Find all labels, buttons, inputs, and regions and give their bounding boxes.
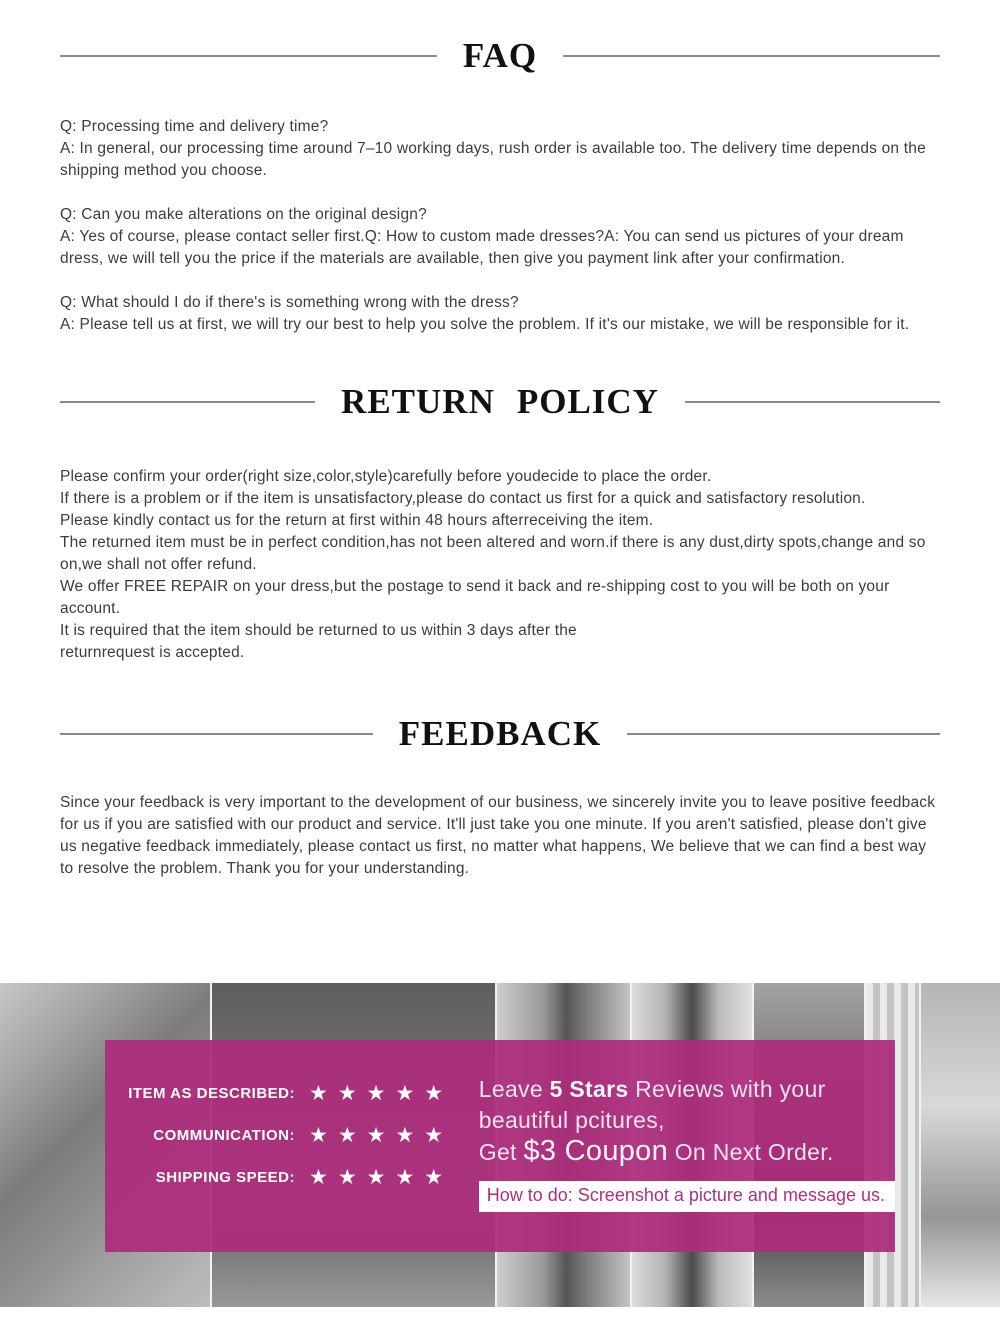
promo-line-1-pre: Leave — [478, 1076, 550, 1102]
policy-line: If there is a problem or if the item is unsatisfactory,please do contact us first for a quick and satisfactory resolution. — [60, 490, 866, 507]
return-policy-header — [60, 382, 940, 422]
faq-answer: A: Please tell us at first, we will try our best to help you solve the problem. If it's our mistake, we will be responsible for it. — [60, 316, 910, 333]
policy-line: We offer FREE REPAIR on your dress,but the postage to send it back and re-shipping cost to you will be both on your account. — [60, 578, 890, 617]
promo-line-3-post: On Next Order. — [668, 1139, 834, 1165]
promo-line-1-post: Reviews with your — [628, 1076, 826, 1102]
faq-question: Q: Processing time and delivery time? — [60, 118, 329, 135]
header-rule-left — [60, 55, 437, 57]
promo-line-3 — [479, 1136, 895, 1168]
promo-line-1-bold: 5 Stars — [549, 1076, 629, 1102]
rating-list — [105, 1040, 473, 1252]
feedback-header — [60, 714, 940, 754]
faq-body — [60, 116, 940, 336]
rating-row — [105, 1156, 473, 1198]
faq-question: Q: Can you make alterations on the original design? — [60, 206, 427, 223]
header-rule-right — [685, 401, 940, 403]
return-policy-body — [60, 466, 940, 664]
faq-section — [0, 0, 1000, 336]
promo-line-1 — [479, 1074, 895, 1105]
header-rule-left — [60, 733, 373, 735]
review-promo-banner — [0, 983, 1000, 1307]
promo-coupon-amount: $3 Coupon — [523, 1135, 669, 1167]
faq-item — [60, 292, 940, 336]
faq-header — [60, 0, 940, 76]
faq-answer: A: In general, our processing time around 7–10 working days, rush order is available too. The delivery time depends on the shipping method you choose. — [60, 140, 926, 179]
policy-line: It is required that the item should be returned to us within 3 days after the — [60, 622, 577, 639]
promo-overlay-box — [105, 1040, 895, 1252]
rating-label: ITEM AS DESCRIBED: — [128, 1084, 295, 1102]
promo-line-3-pre: Get — [478, 1139, 524, 1165]
rating-label: SHIPPING SPEED: — [155, 1168, 295, 1186]
feedback-text: Since your feedback is very important to the development of our business, we sincerely invite you to leave positive feedback for us if you are satisfied with our product and service. It'll just take you one minute. If you aren't satisfied, please don't give us negative feedback immediately, please contact us first, no matter what happens, We believe that we can find a best way to resolve the problem. Thank you for your understanding. — [60, 794, 936, 877]
five-stars-icon: ★★★★★ — [309, 1123, 454, 1147]
header-rule-right — [627, 733, 940, 735]
feedback-section — [0, 714, 1000, 880]
rating-row — [105, 1114, 473, 1156]
faq-title: FAQ — [462, 36, 538, 75]
return-policy-title: RETURN POLICY — [341, 382, 659, 421]
promo-text — [473, 1040, 895, 1252]
policy-line: Please kindly contact us for the return at first within 48 hours afterreceiving the item. — [60, 512, 654, 529]
return-policy-section — [0, 382, 1000, 664]
five-stars-icon: ★★★★★ — [309, 1081, 454, 1105]
faq-item — [60, 204, 940, 270]
rating-label: COMMUNICATION: — [153, 1126, 295, 1144]
howto-instruction: How to do: Screenshot a picture and message us. — [479, 1181, 895, 1212]
header-rule-left — [60, 401, 315, 403]
policy-line: Please confirm your order(right size,color,style)carefully before youdecide to place the order. — [60, 468, 712, 485]
faq-item — [60, 116, 940, 182]
faq-answer: A: Yes of course, please contact seller first.Q: How to custom made dresses?A: You can send us pictures of your dream dress, we will tell you the price if the materials are available, then give you payment link after your confirmation. — [60, 228, 904, 267]
feedback-body — [60, 792, 940, 880]
header-rule-right — [563, 55, 940, 57]
five-stars-icon: ★★★★★ — [309, 1165, 454, 1189]
promo-line-2: beautiful pcitures, — [478, 1107, 665, 1133]
faq-question: Q: What should I do if there's is something wrong with the dress? — [60, 294, 519, 311]
rating-row — [105, 1072, 473, 1114]
policy-line: The returned item must be in perfect condition,has not been altered and worn.if there is any dust,dirty spots,change and so on,we shall not offer refund. — [60, 534, 926, 573]
policy-line: returnrequest is accepted. — [60, 644, 245, 661]
feedback-title: FEEDBACK — [398, 714, 602, 753]
collage-photo — [919, 983, 1000, 1307]
